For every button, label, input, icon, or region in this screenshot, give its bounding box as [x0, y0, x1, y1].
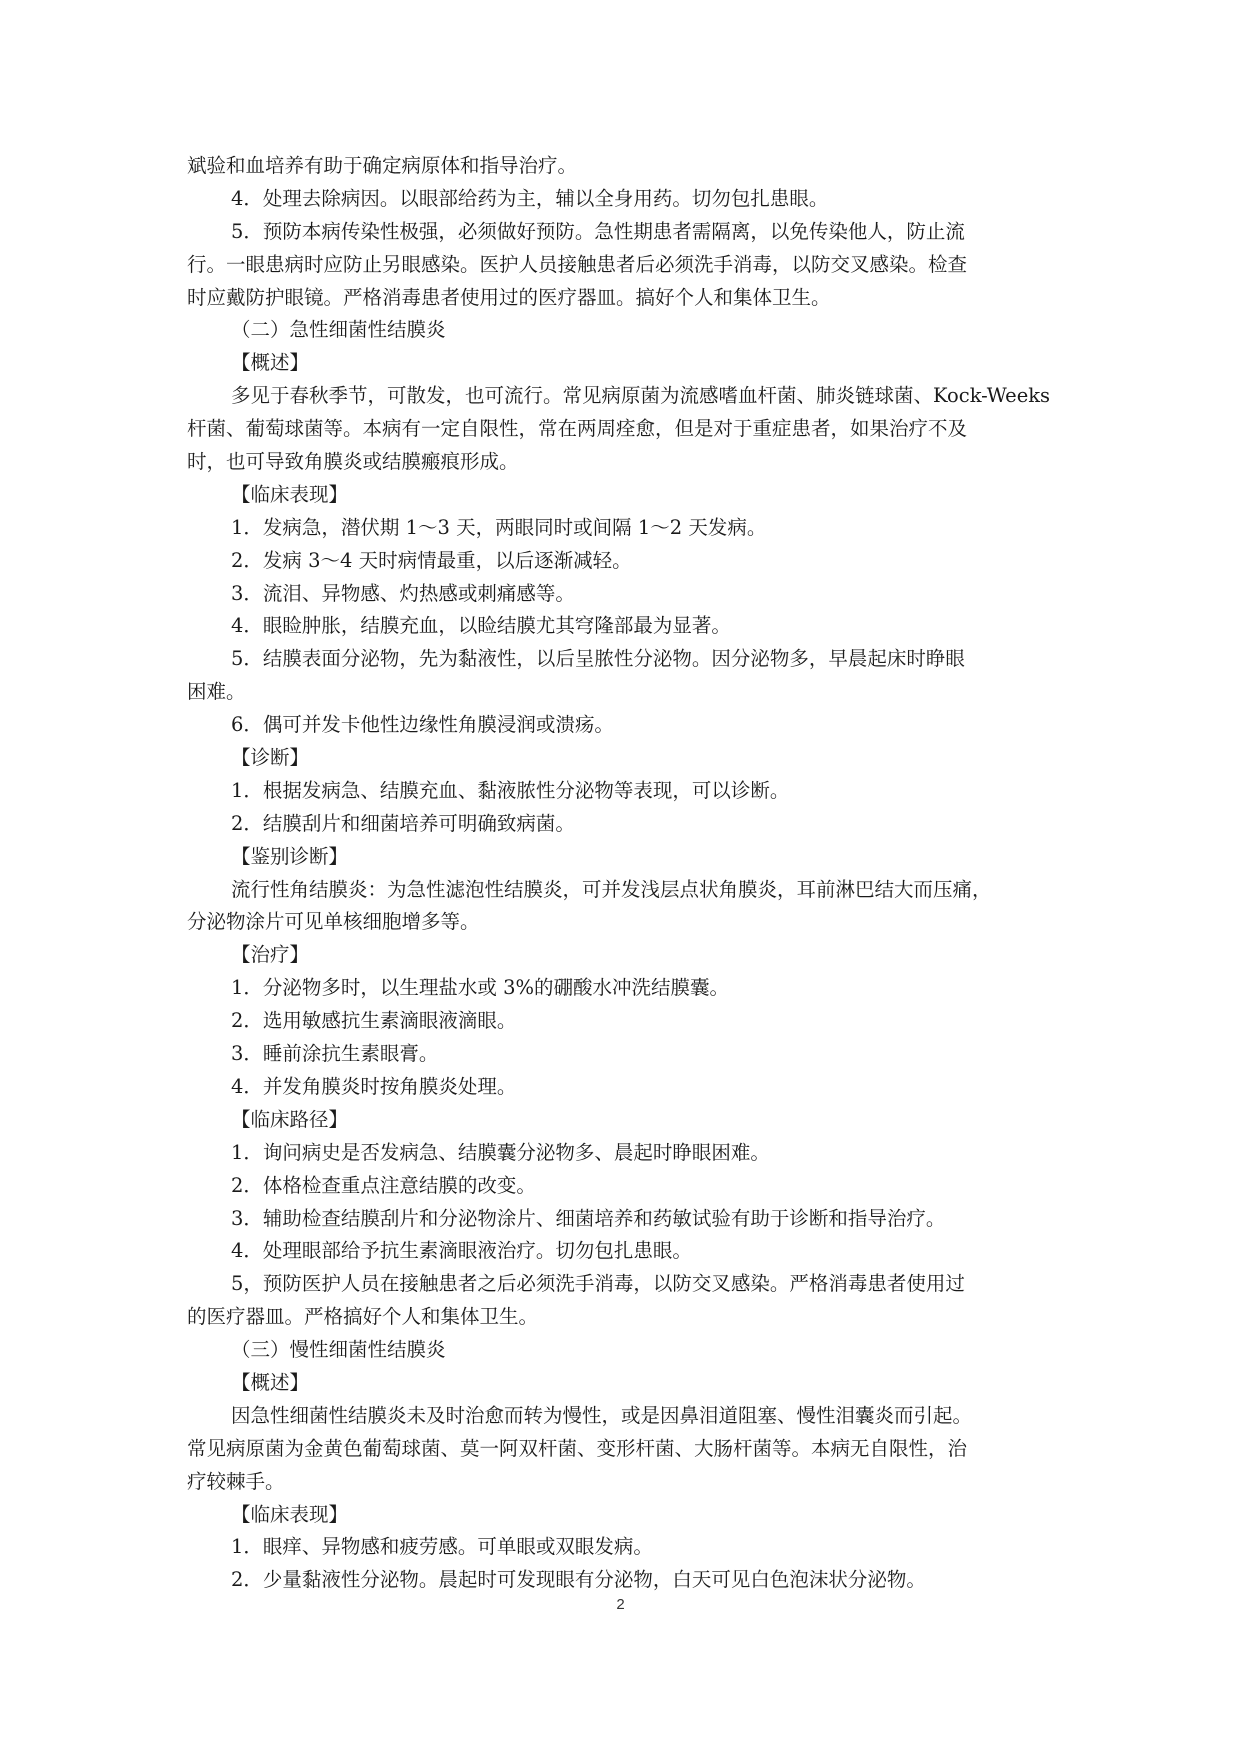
text-line: 4．处理眼部给予抗生素滴眼液治疗。切勿包扎患眼。 [231, 1239, 692, 1263]
text-line: 1．发病急，潜伏期 1～3 天，两眼同时或间隔 1～2 天发病。 [231, 515, 767, 539]
subsection-heading: 【诊断】 [231, 746, 310, 770]
text-line: 1．询问病史是否发病急、结膜囊分泌物多、晨起时睁眼困难。 [231, 1140, 770, 1164]
text-line: 常见病原菌为金黄色葡萄球菌、莫一阿双杆菌、变形杆菌、大肠杆菌等。本病无自限性，治 [187, 1436, 968, 1460]
text-line: 流行性角结膜炎：为急性滤泡性结膜炎，可并发浅层点状角膜炎，耳前淋巴结大而压痛， [231, 877, 992, 901]
text-line: 2．发病 3～4 天时病情最重，以后逐渐减轻。 [231, 548, 632, 572]
text-line: 1．根据发病急、结膜充血、黏液脓性分泌物等表现，可以诊断。 [231, 778, 790, 802]
text-line: 1．分泌物多时，以生理盐水或 3%的硼酸水冲洗结膜囊。 [231, 976, 730, 1000]
section-heading: （三）慢性细菌性结膜炎 [231, 1338, 446, 1362]
text-line: 时应戴防护眼镜。严格消毒患者使用过的医疗器皿。搞好个人和集体卫生。 [187, 285, 831, 309]
text-line: 斌验和血培养有助于确定病原体和指导治疗。 [187, 154, 578, 177]
text-line: 困难。 [187, 680, 246, 704]
text-line: 5，预防医护人员在接触患者之后必须洗手消毒，以防交叉感染。严格消毒患者使用过 [231, 1272, 965, 1296]
text-line: 6．偶可并发卡他性边缘性角膜浸润或溃疡。 [231, 713, 614, 737]
text-line: 1．眼痒、异物感和疲劳感。可单眼或双眼发病。 [231, 1535, 653, 1559]
text-line: 多见于春秋季节，可散发，也可流行。常见病原菌为流感嗜血杆菌、肺炎链球菌、Kock-Weeks [231, 384, 1051, 408]
section-heading: （二）急性细菌性结膜炎 [231, 318, 446, 342]
text-line: 4．眼睑肿胀，结膜充血，以睑结膜尤其穹隆部最为显著。 [231, 614, 731, 638]
subsection-heading: 【概述】 [231, 351, 310, 375]
subsection-heading: 【临床路径】 [231, 1107, 349, 1131]
text-line: 2．结膜刮片和细菌培养可明确致病菌。 [231, 811, 575, 835]
text-line: 4．处理去除病因。以眼部给药为主，辅以全身用药。切勿包扎患眼。 [231, 186, 829, 210]
text-line: 因急性细菌性结膜炎未及时治愈而转为慢性，或是因鼻泪道阻塞、慢性泪囊炎而引起。 [231, 1403, 973, 1427]
text-line: 分泌物涂片可见单核细胞增多等。 [187, 910, 480, 934]
subsection-heading: 【临床表现】 [231, 482, 349, 506]
text-line: 2．体格检查重点注意结膜的改变。 [231, 1173, 536, 1197]
text-line: 的医疗器皿。严格搞好个人和集体卫生。 [187, 1305, 539, 1329]
text-line: 3．辅助检查结膜刮片和分泌物涂片、细菌培养和药敏试验有助于诊断和指导治疗。 [231, 1206, 946, 1230]
text-line: 2．少量黏液性分泌物。晨起时可发现眼有分泌物，白天可见白色泡沫状分泌物。 [231, 1568, 926, 1592]
text-line: 疗较棘手。 [187, 1469, 285, 1493]
subsection-heading: 【临床表现】 [231, 1502, 349, 1526]
text-line: 2．选用敏感抗生素滴眼液滴眼。 [231, 1009, 517, 1033]
text-line: 行。一眼患病时应防止另眼感染。医护人员接触患者后必须洗手消毒，以防交叉感染。检查 [187, 252, 968, 276]
text-line: 3．睡前涂抗生素眼膏。 [231, 1042, 439, 1066]
text-line: 时，也可导致角膜炎或结膜瘢痕形成。 [187, 450, 519, 474]
text-line: 4．并发角膜炎时按角膜炎处理。 [231, 1074, 517, 1098]
subsection-heading: 【鉴别诊断】 [231, 844, 349, 868]
subsection-heading: 【治疗】 [231, 943, 310, 967]
body-text [187, 150, 1057, 1597]
text-line: 5．预防本病传染性极强，必须做好预防。急性期患者需隔离，以免传染他人，防止流 [231, 219, 965, 243]
text-line: 杆菌、葡萄球菌等。本病有一定自限性，常在两周痊愈，但是对于重症患者，如果治疗不及 [187, 417, 968, 441]
page-number: 2 [616, 1596, 625, 1613]
subsection-heading: 【概述】 [231, 1370, 310, 1394]
text-line: 3．流泪、异物感、灼热感或刺痛感等。 [231, 581, 575, 605]
text-line: 5．结膜表面分泌物，先为黏液性，以后呈脓性分泌物。因分泌物多，早晨起床时睁眼 [231, 647, 965, 671]
